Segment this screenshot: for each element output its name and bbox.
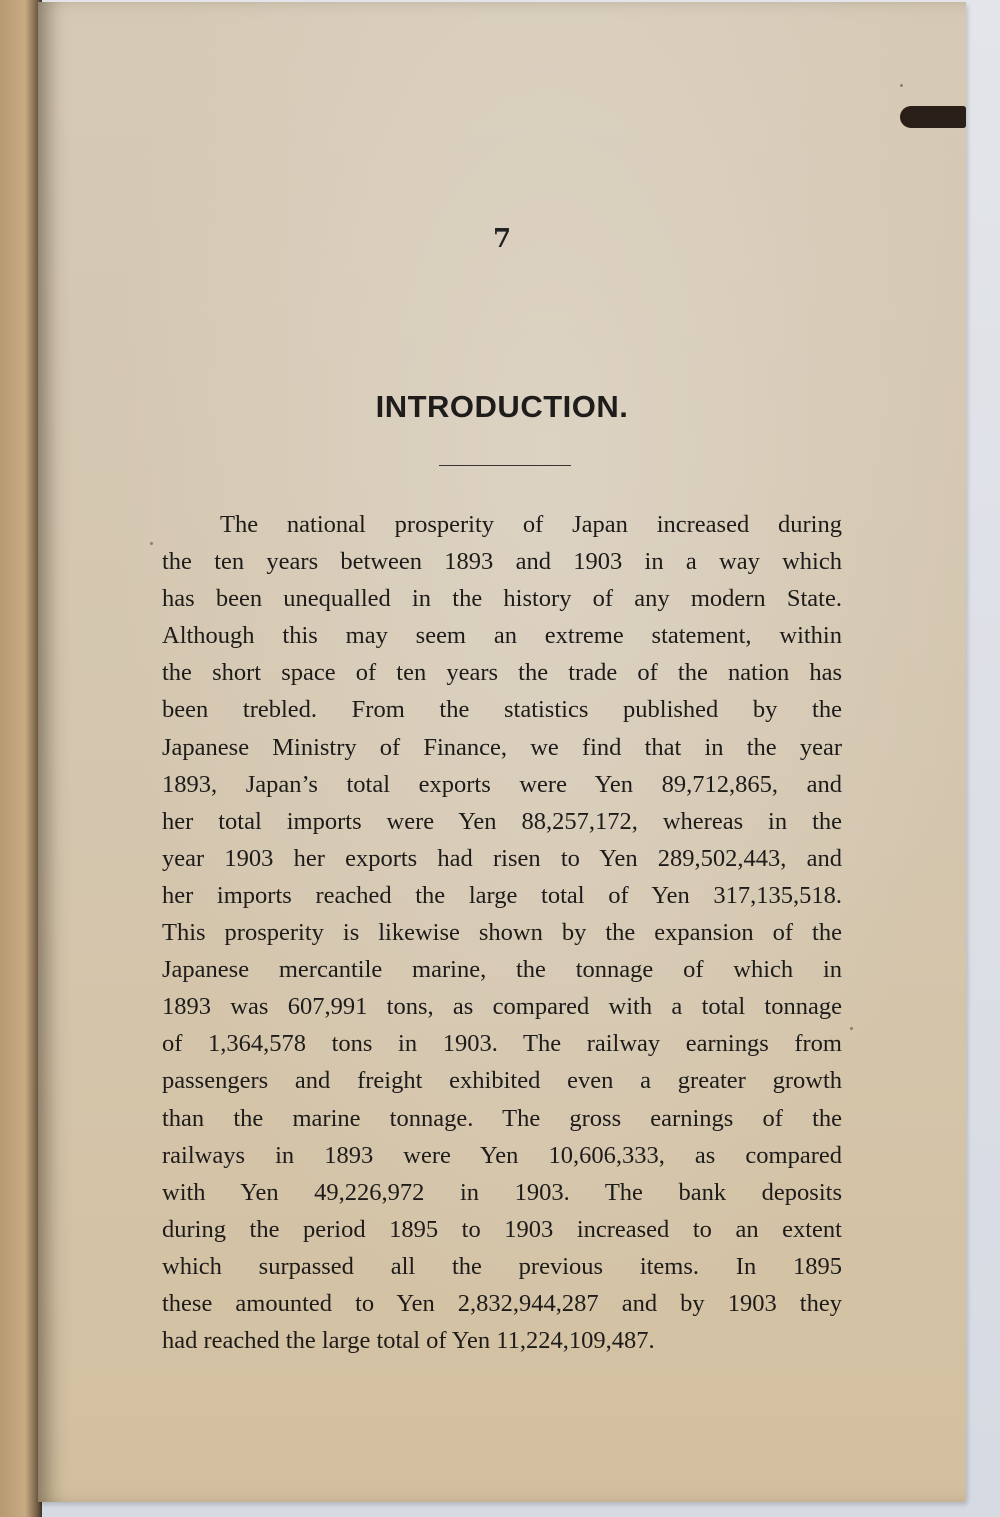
paragraph-line: Japanese Ministry of Finance, we find that in the year [162, 733, 842, 761]
paragraph-line: during the period 1895 to 1903 increased to an extent [162, 1215, 842, 1243]
book-page [38, 2, 966, 1502]
paragraph-line: the ten years between 1893 and 1903 in a way which [162, 548, 842, 576]
paragraph-line: 1893 was 607,991 tons, as compared with a total tonnage [162, 993, 842, 1021]
paragraph-line: This prosperity is likewise shown by the expansion of the [162, 919, 842, 947]
paragraph-line: her total imports were Yen 88,257,172, whereas in the [162, 807, 842, 835]
paper-speck [850, 1027, 853, 1030]
paragraph-line-last: had reached the large total of Yen 11,224,109,487. [162, 1327, 655, 1355]
paragraph-line: than the marine tonnage. The gross earnings of the [162, 1104, 842, 1132]
paragraph-line: has been unequalled in the history of any modern State. [162, 585, 842, 613]
paragraph-line: of 1,364,578 tons in 1903. The railway earnings from [162, 1030, 842, 1058]
paragraph-line: year 1903 her exports had risen to Yen 289,502,443, and [162, 844, 842, 872]
paper-speck [900, 84, 903, 87]
paragraph-line: these amounted to Yen 2,832,944,287 and by 1903 they [162, 1289, 842, 1317]
paragraph-line: 1893, Japan’s total exports were Yen 89,712,865, and [162, 770, 842, 798]
paragraph-line: railways in 1893 were Yen 10,606,333, as compared [162, 1141, 842, 1169]
paragraph-line: passengers and freight exhibited even a greater growth [162, 1067, 842, 1095]
paragraph-line: Japanese mercantile marine, the tonnage of which in [162, 956, 842, 984]
title-divider-rule [439, 465, 571, 466]
paragraph-line: The national prosperity of Japan increased during [220, 511, 842, 538]
introduction-paragraph [162, 506, 842, 1359]
paragraph-line: Although this may seem an extreme statement, within [162, 622, 842, 650]
paragraph-line: the short space of ten years the trade of the nation has [162, 659, 842, 687]
paragraph-line: which surpassed all the previous items. In 1895 [162, 1252, 842, 1280]
paragraph-line: been trebled. From the statistics published by the [162, 696, 842, 724]
paragraph-line: her imports reached the large total of Yen 317,135,518. [162, 881, 842, 909]
page-number: 7 [492, 224, 512, 254]
paper-speck [150, 542, 153, 545]
chapter-title: INTRODUCTION. [375, 389, 629, 424]
book-spine-edge [0, 0, 42, 1517]
page-tear-hole [900, 106, 966, 128]
paragraph-line: with Yen 49,226,972 in 1903. The bank deposits [162, 1178, 842, 1206]
